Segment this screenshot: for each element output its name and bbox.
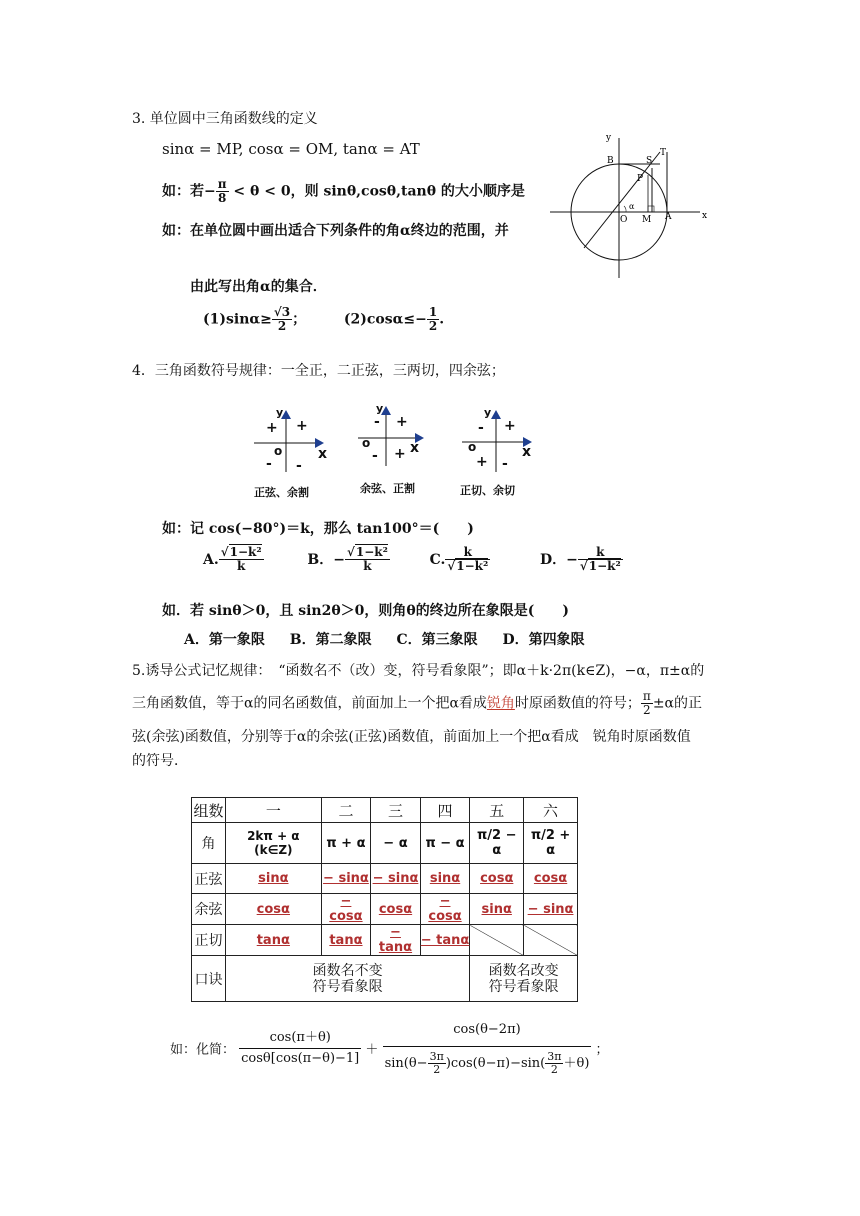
option-d: D．− $\frac{k}{\text{√1−k²}}$ [539, 545, 621, 573]
origin: o [362, 436, 371, 450]
table-header-row [192, 798, 578, 823]
table-row [192, 956, 578, 1002]
table-cell: − tanα [420, 925, 470, 956]
section3-heading: 3. 单位圆中三角函数线的定义 [132, 111, 318, 127]
table-row [192, 894, 578, 925]
option-a: A. $\frac{\text{√1−k²}}{k}$ [203, 545, 262, 573]
table-cell: sinα [420, 864, 470, 894]
table-cell: tanα [226, 925, 322, 956]
quadrant-options: A．第一象限 B．第二象限 C．第三象限 D．第四象限 [184, 632, 585, 648]
table-row [192, 823, 578, 864]
axis-y: y [276, 406, 284, 419]
q4-sign: + [394, 446, 406, 462]
angle-cell: π + α [321, 823, 371, 864]
mnemonic-changed: 函数名改变 符号看象限 [470, 956, 578, 1002]
options-row [203, 546, 623, 573]
table-cell: − sinα [321, 864, 371, 894]
sign-diagram-sine [252, 404, 332, 500]
q3-sign: - [372, 448, 378, 464]
row-label: 口诀 [192, 956, 226, 1002]
uc-B: B [607, 156, 614, 166]
section5-line4: 的符号． [132, 753, 188, 769]
caption: 正切、余切 [460, 484, 515, 497]
uc-S: S [646, 156, 653, 166]
question-quadrant: 如．若 sinθ＞0，且 sin2θ＞0，则角θ的终边所在象限是( ) [162, 603, 569, 619]
table-cell: cosα [226, 894, 322, 925]
question-tan100: 如：记 cos(−80°)＝k，那么 tan100°＝( ) [162, 521, 474, 537]
table-header: 六 [524, 798, 578, 823]
empty-cell [524, 925, 578, 956]
q1-sign: + [296, 418, 308, 434]
table-row [192, 925, 578, 956]
table-cell: − sinα [371, 864, 420, 894]
axis-x: x [318, 446, 328, 462]
section5-line1: 5.诱导公式记忆规律： “函数名不（改）变，符号看象限”；即α＋k·2π(k∈Z)，−α，π±α的 [132, 663, 705, 679]
example-region-line2: 由此写出角α的集合． [190, 279, 327, 295]
sign-diagram-cosine [356, 400, 436, 496]
table-row [192, 864, 578, 894]
table-header: 二 [321, 798, 371, 823]
section5-line2: 三角函数值，等于α的同名函数值，前面加上一个把α看成锐角时原函数值的符号； $\frac{\pi}{2}$ ±α的正 [132, 689, 702, 717]
table-cell: − sinα [524, 894, 578, 925]
unit-circle-diagram [548, 128, 718, 288]
uc-T: T [660, 148, 667, 158]
option-c: C. $\frac{k}{\text{√1−k²}}$ [429, 545, 489, 573]
table-cell: cosα [470, 864, 524, 894]
axis-x: x [522, 444, 532, 460]
row-label: 余弦 [192, 894, 226, 925]
table-cell: sinα [470, 894, 524, 925]
axis-y: y [484, 406, 492, 419]
q2-sign: - [478, 420, 484, 436]
table-cell: − tanα [371, 925, 420, 956]
q4-sign: - [502, 456, 508, 472]
axes-icon [252, 404, 332, 476]
q1-sign: + [396, 414, 408, 430]
sign-diagram-tangent [460, 404, 540, 500]
trig-line-definitions: sinα = MP, cosα = OM, tanα = AT [162, 140, 420, 158]
uc-P: P [637, 174, 644, 184]
section5-line3: 弦(余弦)函数值，分别等于α的余弦(正弦)函数值，前面加上一个把α看成 锐角时原函数值 [132, 729, 691, 745]
table-cell: − cosα [420, 894, 470, 925]
uc-A: A [665, 212, 672, 222]
induction-formula-table [191, 797, 578, 1002]
uc-M: M [642, 215, 652, 225]
table-header: 组数 [192, 798, 226, 823]
table-header: 四 [420, 798, 470, 823]
table-cell: tanα [321, 925, 371, 956]
example-region-line1: 如：在单位圆中画出适合下列条件的角α终边的范围，并 [162, 223, 509, 239]
angle-cell: π − α [420, 823, 470, 864]
uc-alpha: α [629, 202, 635, 211]
row-label: 正切 [192, 925, 226, 956]
option-b: B．− $\frac{\text{√1−k²}}{k}$ [307, 545, 388, 573]
region-conditions: (1)sinα≥ $\frac{√3}{2}$ ； (2)cosα≤− $\frac{1}{2}$ . [203, 305, 445, 333]
table-header: 五 [470, 798, 524, 823]
uc-y: y [606, 133, 612, 143]
q1-sign: + [504, 418, 516, 434]
simplify-exercise: 如：化简： $\frac{\cos(\pi+\theta)}{\cos\theta[\cos(\pi-\theta)-1]}$ ＋ cos(θ−2π) sin(θ− $\frac{3\pi}{2}$ )cos(θ−π)−sin( $\frac{3\pi}{2}$ ＋θ) ； [170, 1022, 609, 1076]
table-cell: cosα [524, 864, 578, 894]
origin: o [468, 440, 477, 454]
axis-y: y [376, 402, 384, 415]
q3-sign: + [476, 454, 488, 470]
angle-cell: π/2 + α [524, 823, 578, 864]
angle-cell: 2kπ + α (k∈Z) [226, 823, 322, 864]
q3-sign: - [266, 456, 272, 472]
row-label: 正弦 [192, 864, 226, 894]
mnemonic-unchanged: 函数名不变 符号看象限 [226, 956, 470, 1002]
example-order: 如：若− $\frac{\pi}{8}$ < θ < 0，则 sinθ,cosθ,tanθ 的大小顺序是 [162, 177, 525, 205]
row-label: 角 [192, 823, 226, 864]
table-cell: − cosα [321, 894, 371, 925]
table-cell: sinα [226, 864, 322, 894]
angle-cell: π/2 − α [470, 823, 524, 864]
caption: 余弦、正割 [360, 482, 415, 495]
table-header: 三 [371, 798, 420, 823]
uc-x: x [702, 211, 708, 221]
q2-sign: + [266, 420, 278, 436]
origin: o [274, 444, 283, 458]
section4-heading: 4．三角函数符号规律：一全正，二正弦，三两切，四余弦； [132, 363, 505, 379]
uc-O: O [620, 215, 628, 225]
axis-x: x [410, 440, 420, 456]
empty-cell [470, 925, 524, 956]
table-header: 一 [226, 798, 322, 823]
caption: 正弦、余割 [254, 486, 309, 499]
table-cell: cosα [371, 894, 420, 925]
q2-sign: - [374, 414, 380, 430]
angle-cell: − α [371, 823, 420, 864]
q4-sign: - [296, 458, 302, 474]
